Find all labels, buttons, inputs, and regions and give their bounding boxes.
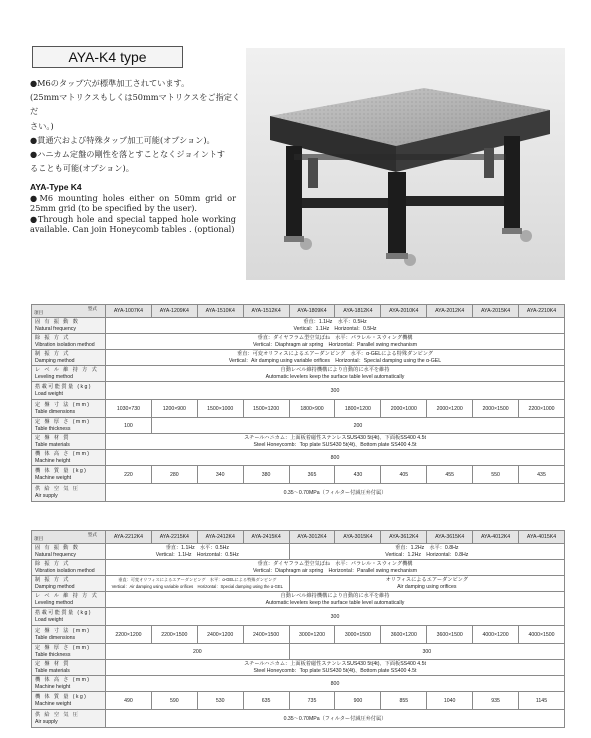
ja-line: ●ハニカム定盤の剛性を落とすことなくジョイントす (30, 149, 226, 160)
natural-frequency-value: 垂直：1.2Hz 水平：0.8Hz Vertical：1.2Hz Horizontal：0.8Hz (289, 544, 564, 560)
row-damping (32, 576, 565, 592)
product-photo-optical-table (246, 48, 565, 280)
damping-value: オリフィスによるエアーダンピング Air damping using orifices (289, 576, 564, 592)
row-label: 除 振 方 式 Vibration isolation method (32, 560, 106, 576)
weight-cell: 430 (335, 466, 381, 484)
dimension-cell: 3000×1200 (289, 626, 335, 644)
dimension-cell: 1800×1200 (335, 400, 381, 418)
natural-frequency-value: 垂直：1.1Hz 水平：0.5Hz Vertical：1.1Hz Horizontal：0.5Hz (106, 318, 565, 334)
row-label: 定 盤 材 質 Table materials (32, 434, 106, 450)
row-label: 定 盤 寸 法 (mm) Table dimensions (32, 400, 106, 418)
en-line: ●Through hole and special tapped hole working available. Can join Honeycomb tables . (optional) (30, 213, 236, 234)
weight-cell: 365 (289, 466, 335, 484)
dimension-cell: 4000×1200 (473, 626, 519, 644)
model-header: AYA-1209K4 (151, 305, 197, 318)
model-header: AYA-4012K4 (473, 531, 519, 544)
damping-value: 垂直：可変オリフィスによるエアーダンピング 水平：α-GELによる特殊ダンピング Vertical：Air damping using variable orifices Horizontal：Special damping using the α-GEL (106, 350, 565, 366)
japanese-description (30, 76, 242, 175)
height-value: 800 (106, 450, 565, 466)
row-vibration-isolation (32, 334, 565, 350)
thickness-cell: 300 (289, 644, 564, 660)
model-header: AYA-1809K4 (289, 305, 335, 318)
model-header: AYA-1510K4 (197, 305, 243, 318)
weight-cell: 455 (427, 466, 473, 484)
weight-cell: 435 (519, 466, 565, 484)
dimension-cell: 3600×1200 (381, 626, 427, 644)
damping-value: 垂直：可変オリフィスによるエアーダンピング 水平：α-GELによる特殊ダンピング Vertical：Air damping using variable orifices Horizontal：Special damping using the α-GEL (106, 576, 290, 592)
row-label: 制 振 方 式 Damping method (32, 576, 106, 592)
spec-table-1 (31, 304, 565, 502)
thickness-cell: 100 (106, 418, 152, 434)
dimension-cell: 1200×900 (151, 400, 197, 418)
air-supply-value: 0.35～0.70MPa（フィルター付減圧弁付属） (106, 484, 565, 502)
dimension-cell: 3600×1500 (427, 626, 473, 644)
air-supply-value: 0.35～0.70MPa（フィルター付減圧弁付属） (106, 710, 565, 728)
row-label: 固 有 振 動 数 Natural frequency (32, 318, 106, 334)
dimension-cell: 2200×1200 (106, 626, 152, 644)
row-table-thickness (32, 644, 565, 660)
model-header: AYA-2012K4 (427, 305, 473, 318)
en-line: ●M6 mounting holes either on 50mm grid or 25mm grid (to be specified by the user). (30, 193, 236, 214)
row-table-dimensions (32, 626, 565, 644)
weight-cell: 340 (197, 466, 243, 484)
weight-cell: 635 (243, 692, 289, 710)
row-table-thickness (32, 418, 565, 434)
row-label: 機 体 質 量 (kg) Machine weight (32, 466, 106, 484)
model-header: AYA-2415K4 (243, 531, 289, 544)
model-header: AYA-4015K4 (519, 531, 565, 544)
model-header: AYA-3615K4 (427, 531, 473, 544)
row-label: 機 体 高 さ (mm) Machine height (32, 450, 106, 466)
row-label: 固 有 振 動 数 Natural frequency (32, 544, 106, 560)
thickness-cell: 200 (106, 644, 290, 660)
dimension-cell: 1500×1200 (243, 400, 289, 418)
model-header: AYA-3612K4 (381, 531, 427, 544)
row-leveling (32, 366, 565, 382)
model-header: AYA-2015K4 (473, 305, 519, 318)
model-header: AYA-3012K4 (289, 531, 335, 544)
row-load-weight (32, 608, 565, 626)
row-leveling (32, 592, 565, 608)
row-air-supply (32, 484, 565, 502)
corner-header (32, 305, 106, 318)
leveling-value: 自動レベル維持機構により自動的に水平を維持 Automatic levelers keep the surface table level automatically (106, 592, 565, 608)
dimension-cell: 2200×1500 (151, 626, 197, 644)
weight-cell: 1145 (519, 692, 565, 710)
ja-line: さい。) (30, 120, 54, 131)
dimension-cell: 1030×730 (106, 400, 152, 418)
row-label: 定 盤 厚 さ (mm) Table thickness (32, 644, 106, 660)
ja-line: ることも可能(オプション)。 (30, 163, 134, 174)
row-label: 除 振 方 式 Vibration isolation method (32, 334, 106, 350)
corner-item-label: 項目 (34, 310, 44, 315)
row-machine-height (32, 450, 565, 466)
english-heading: AYA-Type K4 (30, 182, 82, 192)
weight-cell: 1040 (427, 692, 473, 710)
row-label: 供 給 空 気 圧 Air supply (32, 484, 106, 502)
dimension-cell: 1500×1000 (197, 400, 243, 418)
row-label: 搭載可能質量 (kg) Load weight (32, 608, 106, 626)
model-header: AYA-2210K4 (519, 305, 565, 318)
ja-line: (25mmマトリクスもしくは50mmマトリクスをご指定くだ (30, 92, 241, 117)
model-header: AYA-3015K4 (335, 531, 381, 544)
dimension-cell: 4000×1500 (519, 626, 565, 644)
load-weight-value: 300 (106, 608, 565, 626)
vibration-isolation-value: 垂直：ダイヤフラム型空気ばね 水平：パラレル・スウィング機構 Vertical：Diaphragm air spring Horizontal：Parallel swing mechanism (106, 334, 565, 350)
row-machine-height (32, 676, 565, 692)
ja-line: ●M6のタップ穴が標準加工されています。 (30, 78, 190, 88)
row-table-materials (32, 434, 565, 450)
spec-table-2 (31, 530, 565, 728)
model-header: AYA-2010K4 (381, 305, 427, 318)
weight-cell: 900 (335, 692, 381, 710)
weight-cell: 220 (106, 466, 152, 484)
weight-cell: 380 (243, 466, 289, 484)
row-label: レ ベ ル 維 持 方 式 Leveling method (32, 592, 106, 608)
corner-model-label: 型式 (87, 532, 97, 537)
row-machine-weight (32, 692, 565, 710)
vibration-isolation-value: 垂直：ダイヤフラム型空気ばね 水平：パラレル・スウィング機構 Vertical：Diaphragm air spring Horizontal：Parallel swing mechanism (106, 560, 565, 576)
model-header: AYA-2412K4 (197, 531, 243, 544)
weight-cell: 735 (289, 692, 335, 710)
materials-value: スチールハニカム：上面板着磁性ステンレスSUS430 5t(4t)、下面板SS400 4.5t Steel Honeycomb：Top plate SUS430 5t(4t)、Bottom plate SS400 4.5t (106, 434, 565, 450)
weight-cell: 530 (197, 692, 243, 710)
dimension-cell: 3000×1500 (335, 626, 381, 644)
model-header: AYA-1007K4 (106, 305, 152, 318)
corner-header (32, 531, 106, 544)
row-load-weight (32, 382, 565, 400)
corner-item-label: 項目 (34, 536, 44, 541)
thickness-cell: 200 (151, 418, 564, 434)
weight-cell: 855 (381, 692, 427, 710)
model-header: AYA-1512K4 (243, 305, 289, 318)
row-label: 定 盤 材 質 Table materials (32, 660, 106, 676)
dimension-cell: 2000×1500 (473, 400, 519, 418)
row-label: 定 盤 厚 さ (mm) Table thickness (32, 418, 106, 434)
model-header: AYA-2215K4 (151, 531, 197, 544)
row-table-materials (32, 660, 565, 676)
row-table-dimensions (32, 400, 565, 418)
materials-value: スチールハニカム：上面板着磁性ステンレスSUS430 5t(4t)、下面板SS400 4.5t Steel Honeycomb：Top plate SUS430 5t(4t)、Bottom plate SS400 4.5t (106, 660, 565, 676)
row-label: 機 体 高 さ (mm) Machine height (32, 676, 106, 692)
row-natural-frequency (32, 544, 565, 560)
dimension-cell: 2200×1000 (519, 400, 565, 418)
ja-line: ●貫通穴および特殊タップ加工可能(オプション)。 (30, 134, 215, 145)
row-air-supply (32, 710, 565, 728)
load-weight-value: 300 (106, 382, 565, 400)
row-natural-frequency (32, 318, 565, 334)
corner-model-label: 型式 (87, 306, 97, 311)
page-title: AYA-K4 type (32, 46, 183, 68)
model-header: AYA-1812K4 (335, 305, 381, 318)
row-machine-weight (32, 466, 565, 484)
weight-cell: 405 (381, 466, 427, 484)
weight-cell: 550 (473, 466, 519, 484)
dimension-cell: 2400×1500 (243, 626, 289, 644)
dimension-cell: 2000×1000 (381, 400, 427, 418)
row-label: 供 給 空 気 圧 Air supply (32, 710, 106, 728)
weight-cell: 935 (473, 692, 519, 710)
weight-cell: 490 (106, 692, 152, 710)
row-label: レ ベ ル 維 持 方 式 Leveling method (32, 366, 106, 382)
weight-cell: 590 (151, 692, 197, 710)
row-label: 定 盤 寸 法 (mm) Table dimensions (32, 626, 106, 644)
height-value: 800 (106, 676, 565, 692)
dimension-cell: 1800×900 (289, 400, 335, 418)
leveling-value: 自動レベル維持機構により自動的に水平を維持 Automatic levelers keep the surface table level automatically (106, 366, 565, 382)
model-header: AYA-2212K4 (106, 531, 152, 544)
dimension-cell: 2000×1200 (427, 400, 473, 418)
row-vibration-isolation (32, 560, 565, 576)
english-description (30, 193, 236, 234)
weight-cell: 280 (151, 466, 197, 484)
natural-frequency-value: 垂直：1.1Hz 水平：0.5Hz Vertical：1.1Hz Horizontal：0.5Hz (106, 544, 290, 560)
row-damping (32, 350, 565, 366)
row-label: 機 体 質 量 (kg) Machine weight (32, 692, 106, 710)
row-label: 制 振 方 式 Damping method (32, 350, 106, 366)
dimension-cell: 2400×1200 (197, 626, 243, 644)
row-label: 搭載可能質量 (kg) Load weight (32, 382, 106, 400)
